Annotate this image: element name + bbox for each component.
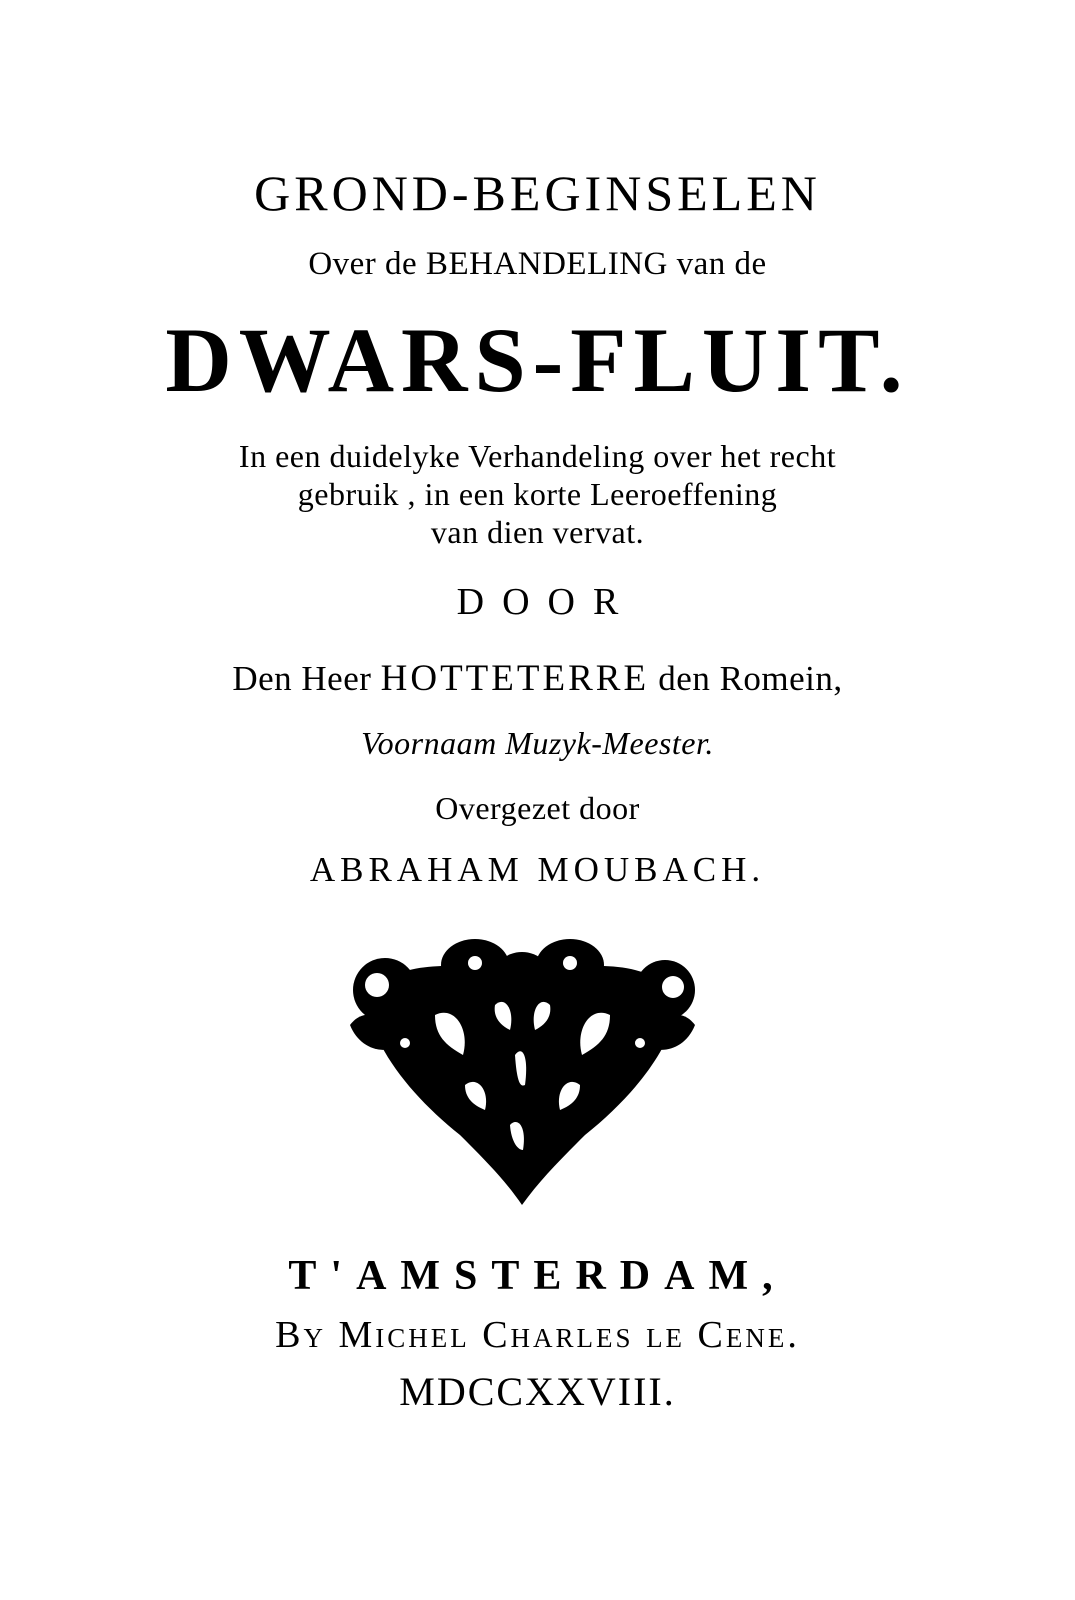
author-prefix: Den Heer bbox=[232, 659, 372, 698]
author-title: Voornaam Muzyk-Meester. bbox=[361, 725, 714, 761]
imprint-publisher: By Michel Charles le Cene. bbox=[275, 1314, 800, 1356]
author-line bbox=[0, 660, 1075, 697]
translator-name: ABRAHAM MOUBACH. bbox=[309, 850, 766, 889]
author-suffix: den Romein, bbox=[658, 659, 843, 698]
title-big: DWARS-FLUIT. bbox=[165, 309, 910, 411]
by-label: DOOR bbox=[456, 581, 637, 623]
floral-vignette-icon bbox=[345, 935, 700, 1210]
imprint-year: MDCCXXVIII. bbox=[399, 1369, 676, 1414]
author-name: HOTTETERRE bbox=[380, 658, 650, 699]
title-main: GROND-BEGINSELEN bbox=[254, 165, 821, 221]
description-line: In een duidelyke Verhandeling over het recht bbox=[238, 438, 837, 474]
description-line: gebruik , in een korte Leeroeffening bbox=[297, 476, 778, 512]
title-sub: Over de BEHANDELING van de bbox=[308, 246, 767, 282]
imprint-place: T'AMSTERDAM, bbox=[288, 1253, 787, 1299]
translated-by-label: Overgezet door bbox=[435, 790, 640, 826]
description-line: van dien vervat. bbox=[430, 514, 645, 550]
